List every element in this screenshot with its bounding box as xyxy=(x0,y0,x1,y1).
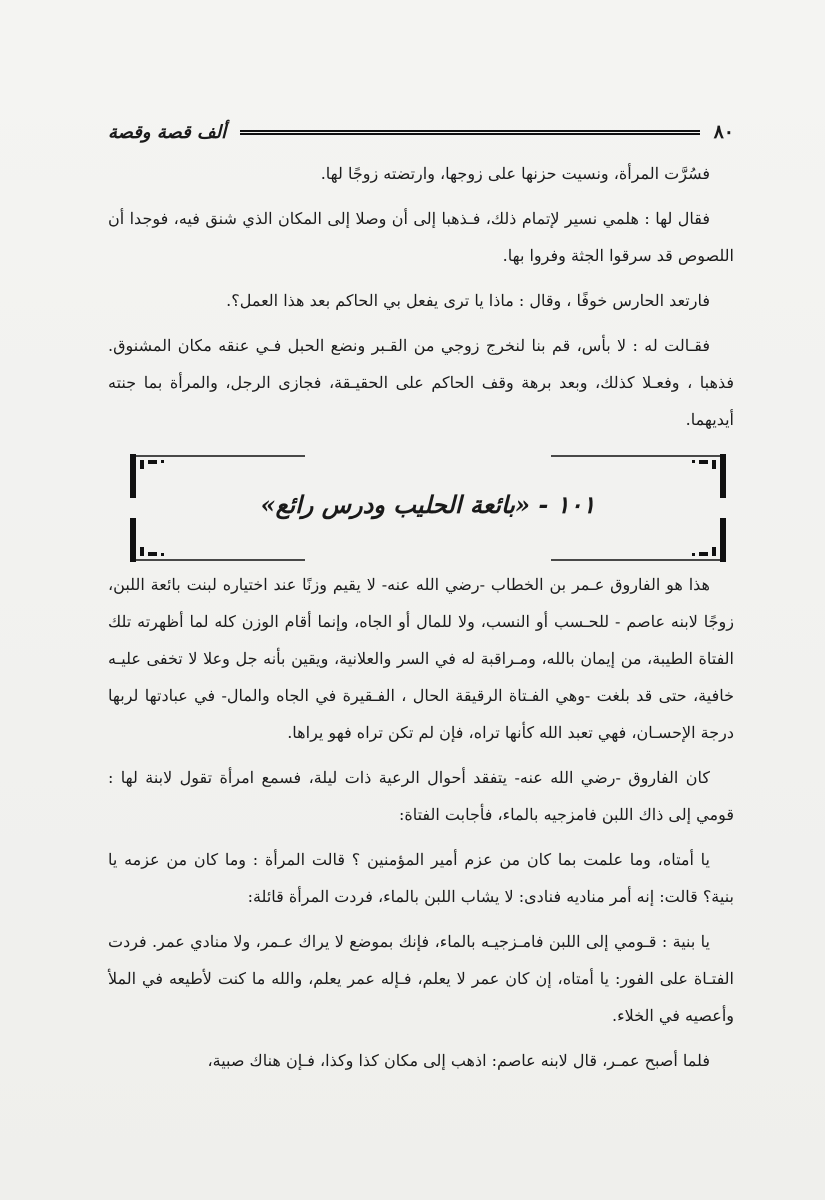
text-block-top xyxy=(108,155,734,446)
paragraph: هذا هو الفاروق عـمر بن الخطاب -رضي الله عنه- لا يقيم وزنًا عند اختياره لبنت بائعة اللبن، زوجًا لابنه عاصم - للحـسب أو النسب، ولا للمال أو الجاه، وإنما أقام الوزن كله لما أظهرته تلك الفتاة الطيبة، من إيمان بالله، ومـراقبة له في السر والعلانية، ويقين بأنه جل وعلا لا تخفى عليـه خافية، حتى قد بلغت -وهي الفـتاة الرقيقة الحال ، الفـقيرة في الجاه والمال- في عبادتها لربها درجة الإحسـان، فهي تعبد الله كأنها تراه، فإن لم تكن تراه فهو يراها. xyxy=(108,575,734,742)
paragraph: فلما أصبح عمـر، قال لابنه عاصم: اذهب إلى مكان كذا وكذا، فـإن هناك صبية، xyxy=(207,1051,710,1070)
paragraph: كان الفاروق -رضي الله عنه- يتفقد أحوال الرعية ذات ليلة، فسمع امرأة تقول لابنة لها : قومي إلى ذاك اللبن فامزجيه بالماء، فأجابت الفتاة: xyxy=(108,768,734,824)
page-number: ٨٠ xyxy=(713,121,734,143)
running-title: ألف قصة وقصة xyxy=(108,121,227,143)
section-title: ١٠١ - «بائعة الحليب ودرس رائع» xyxy=(260,490,596,519)
paragraph: يا بنية : قـومي إلى اللبن فامـزجيـه بالماء، فإنك بموضع لا يراك عـمر، ولا منادي عمر. فردت الفتـاة على الفور: يا أمتاه، إن كان عمر لا يعلم، فـإله عمر يعلم، والله ما كنت لأطيعه في الملأ وأعصيه في الخلاء. xyxy=(108,932,734,1025)
header-rule xyxy=(240,130,700,135)
paragraph: فقال لها : هلمي نسير لإتمام ذلك، فـذهبا إلى أن وصلا إلى المكان الذي شنق فيه، فوجدا أن اللصوص قد سرقوا الجثة وفروا بها. xyxy=(108,209,734,265)
paragraph: يا أمتاه، وما علمت بما كان من عزم أمير المؤمنين ؟ قالت المرأة : وما كان من عزمه يا بنية؟ قالت: إنه أمر مناديه فنادى: لا يشاب اللبن بالماء، فردت المرأة قائلة: xyxy=(108,850,734,906)
paragraph: فارتعد الحارس خوفًا ، وقال : ماذا يا ترى يفعل بي الحاكم بعد هذا العمل؟. xyxy=(226,291,710,310)
page-header xyxy=(108,120,734,144)
section-title-frame xyxy=(130,452,726,564)
text-block-bottom xyxy=(108,566,734,1087)
paragraph: فقـالت له : لا بأس، قم بنا لنخرج زوجي من القـبر ونضع الحبل فـي عنقه مكان المشنوق. فذهبا ، وفعـلا كذلك، وبعد برهة وقف الحاكم على الحقيـقة، فجازى الرجل، والمرأة بما جنته أيديهما. xyxy=(108,336,734,429)
paragraph: فسُرَّت المرأة، ونسيت حزنها على زوجها، وارتضته زوجًا لها. xyxy=(320,164,710,183)
